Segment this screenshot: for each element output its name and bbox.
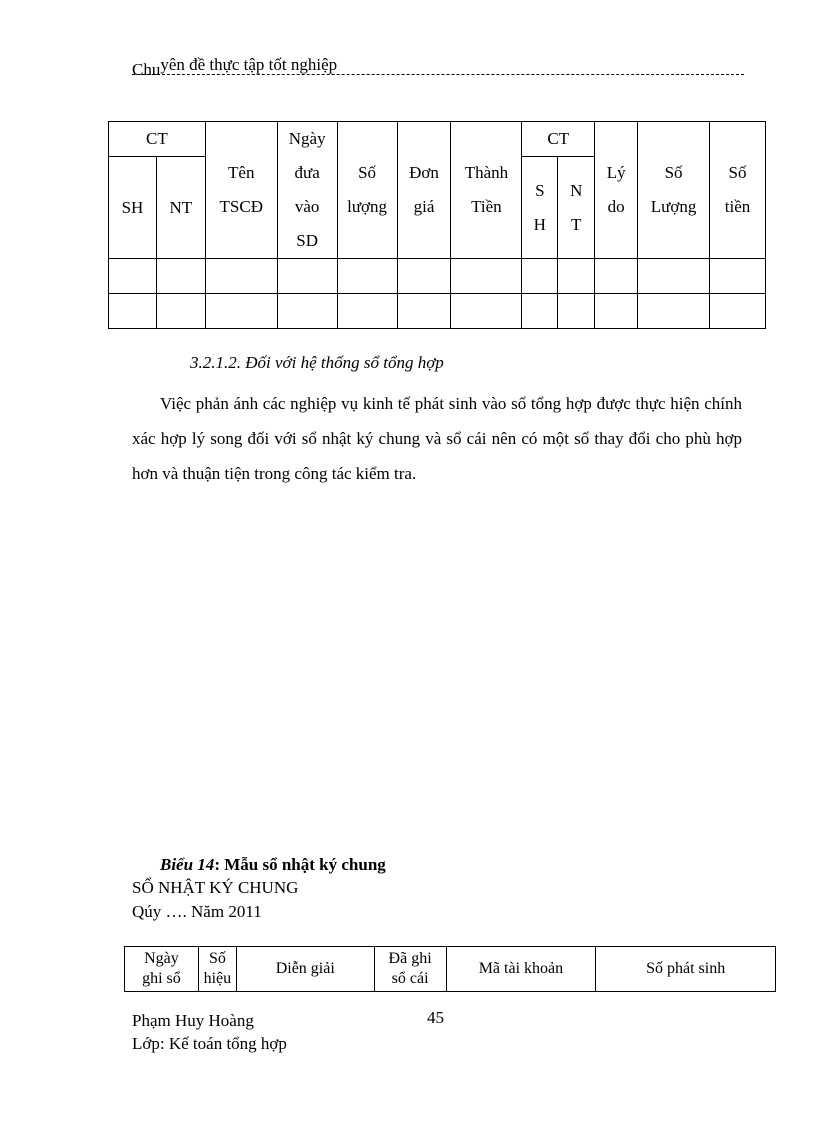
- ngay-ghi-so-header: [125, 947, 199, 992]
- ct2-header-cell: CT: [522, 122, 595, 157]
- ngay-ghi-so-line-2: ghi sổ: [142, 970, 181, 987]
- asset-table: [108, 121, 766, 329]
- so-luong2-line-1: Số: [664, 163, 683, 182]
- thanh-tien-header: [451, 122, 522, 259]
- page-number: 45: [427, 1008, 444, 1027]
- author-class: Lớp: Kế toán tổng hợp: [132, 1034, 287, 1053]
- header-text-part2: yên đề thực tập tốt nghiệp: [160, 55, 338, 74]
- don-gia-line-2: giá: [413, 197, 435, 216]
- journal-table: [124, 946, 776, 992]
- don-gia-line-1: Đơn: [409, 163, 439, 182]
- so-luong-header: [337, 122, 397, 259]
- ngay-dua-line-2: đưa: [294, 163, 320, 182]
- nt2-line-1: N: [570, 180, 583, 200]
- ma-tai-khoan-header: Mã tài khoản: [446, 947, 596, 992]
- don-gia-header: [397, 122, 451, 259]
- so-luong2-line-2: Lượng: [650, 197, 697, 216]
- ten-tscd-line-1: Tên: [228, 163, 255, 182]
- section-title: 3.2.1.2. Đối với hệ thống sổ tổng hợp: [190, 353, 444, 372]
- ngay-dua-line-3: vào: [294, 197, 320, 216]
- bieu-caption: [160, 855, 386, 875]
- author-name: Phạm Huy Hoàng: [132, 1011, 254, 1030]
- so-hieu-line-1: Số: [208, 950, 226, 967]
- thanh-tien-line-2: Tiền: [471, 197, 502, 216]
- ngay-dua-line-4: SD: [296, 231, 319, 250]
- header-dashed-line: [132, 74, 744, 75]
- so-luong-line-2: lượng: [347, 197, 388, 216]
- quarter-year-line: Qúy …. Năm 2011: [132, 902, 262, 921]
- journal-title: SỔ NHẬT KÝ CHUNG: [132, 878, 299, 897]
- bieu-rest: : Mẫu sổ nhật ký chung: [214, 855, 386, 874]
- table-row: [109, 259, 766, 294]
- thanh-tien-line-1: Thành: [464, 163, 509, 182]
- so-luong-line-1: Số: [358, 163, 377, 182]
- so-luong2-header: [638, 122, 710, 259]
- table-row: [109, 294, 766, 329]
- so-phat-sinh-header: Số phát sinh: [596, 947, 776, 992]
- sh2-header-cell: [522, 157, 558, 259]
- bieu-label: Biểu 14: [160, 855, 215, 874]
- dien-giai-header: Diễn giải: [236, 947, 374, 992]
- sh-header-cell: SH: [109, 157, 157, 259]
- ten-tscd-line-2: TSCĐ: [219, 197, 263, 216]
- so-tien-header: [710, 122, 766, 259]
- nt2-header-cell: [558, 157, 595, 259]
- so-hieu-line-2: hiệu: [203, 970, 232, 987]
- ly-do-line-1: Lý: [606, 163, 626, 182]
- da-ghi-header: [374, 947, 446, 992]
- ngay-dua-header: [277, 122, 337, 259]
- nt2-line-2: T: [571, 214, 582, 234]
- sh2-line-1: S: [535, 180, 545, 200]
- da-ghi-line-1: Đã ghi: [388, 950, 432, 967]
- page-header: [132, 54, 744, 79]
- sh2-line-2: H: [533, 214, 546, 234]
- so-hieu-header: [198, 947, 236, 992]
- ngay-ghi-so-line-1: Ngày: [144, 950, 179, 967]
- so-tien-line-2: tiền: [724, 197, 751, 216]
- ly-do-header: [595, 122, 638, 259]
- body-paragraph: Việc phản ánh các nghiệp vụ kinh tế phát sinh vào sổ tổng hợp được thực hiện chính xác hợp lý song đối với sổ nhật ký chung và sổ cái nên có một số thay đổi cho phù hợp hơn và thuận tiện trong công tác kiểm tra.: [132, 394, 742, 483]
- ngay-dua-line-1: Ngày: [288, 129, 326, 148]
- so-tien-line-1: Số: [728, 163, 747, 182]
- nt-header-cell: NT: [156, 157, 205, 259]
- ten-tscd-header: [205, 122, 277, 259]
- ct-header-cell: CT: [109, 122, 206, 157]
- da-ghi-line-2: sổ cái: [391, 970, 429, 987]
- ly-do-line-2: do: [607, 197, 625, 216]
- header-text-part1: Chu: [132, 60, 161, 79]
